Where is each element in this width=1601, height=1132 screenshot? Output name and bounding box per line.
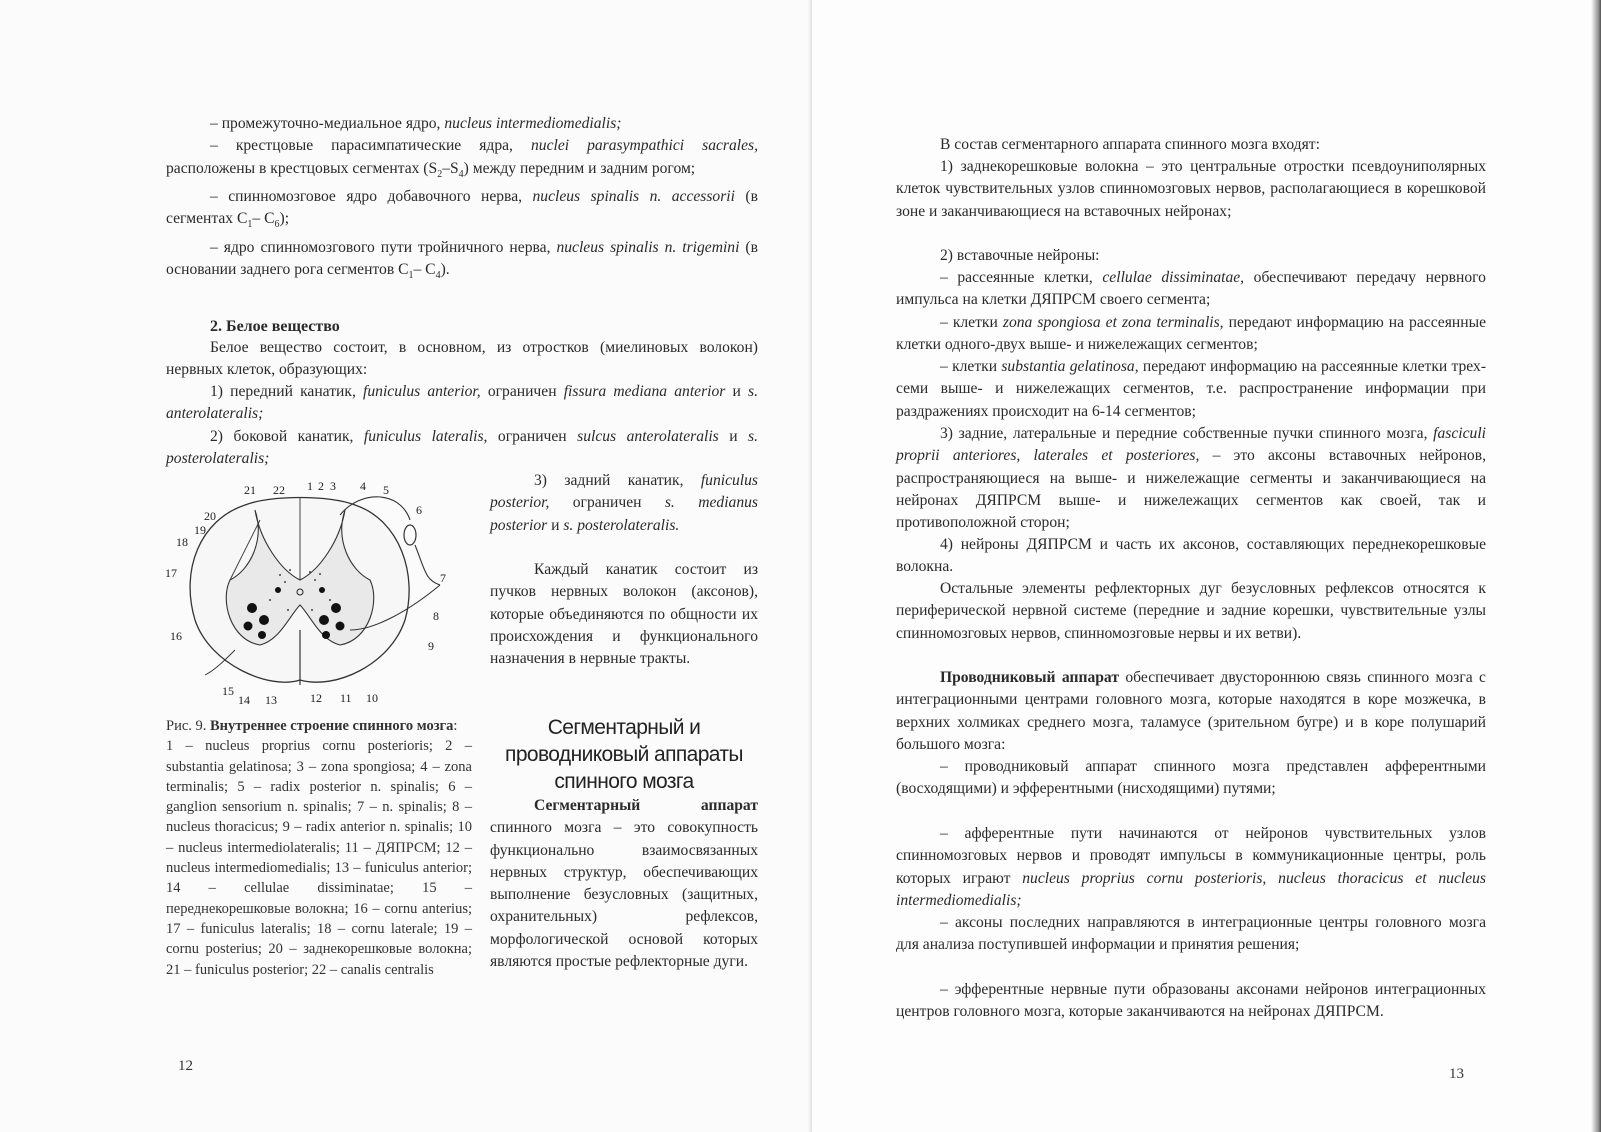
figure-label: 6 xyxy=(416,503,422,517)
bundle-paragraph: Каждый канатик состоит из пучков нервных волокон (аксонов), которые объединяются по общности их происхождения и функционального назначения в нервные тракты. xyxy=(490,561,758,668)
funiculus-lateralis-item xyxy=(166,426,758,471)
latin-term: nucleus spinalis n. trigemini xyxy=(556,238,740,256)
text-line: и xyxy=(718,428,749,445)
figure-label: 1 xyxy=(307,480,313,493)
figure-label: 3 xyxy=(330,480,336,493)
text-line: – C xyxy=(413,261,436,278)
text-line: спинного мозга – это совокупность функционально взаимосвязанных нервных структур, обеспечивающих выполнение безусловных (защитных, охранительных) рефлексов, морфологической основой которых являются простые рефлекторные дуги. xyxy=(490,819,758,971)
text-line: ограничен xyxy=(487,428,578,445)
spinal-nerve xyxy=(415,545,440,585)
latin-term: nucleus spinalis n. accessorii xyxy=(532,188,735,205)
caption-colon: : xyxy=(453,718,458,734)
spinal-cord-figure xyxy=(160,480,460,710)
figure-caption xyxy=(166,716,472,980)
figure-label: 5 xyxy=(383,483,389,497)
text-line: – это аксоны вставочных нейронов, распространяющиеся на выше- и нижележащие сегменты и заканчивающиеся на нейронах ДЯПРСМ выше- и нижележащих сегментов как своей, так и противоположной сторон; xyxy=(896,447,1486,532)
bold-term: Сегментарный аппарат xyxy=(534,797,758,814)
latin-term: nucleus intermediomedialis; xyxy=(444,115,622,132)
latin-term: s. posterolateralis. xyxy=(563,516,680,534)
page-number-right: 13 xyxy=(1449,1066,1464,1082)
latin-term: funiculus lateralis, xyxy=(363,428,488,445)
right-p7 xyxy=(896,423,1486,534)
text-line: обеспечивают передачу нервного импульса на клетки ДЯПРСМ своего сегмента; xyxy=(896,269,1486,309)
figure-label: 19 xyxy=(194,523,206,537)
right-p2: 1) заднекорешковые волокна – это центральные отростки псевдоуниполярных клеток чувствительных узлов спинномозговых нервов, располагающиеся в корешковой зоне и заканчивающиеся на вставочных нейронах; xyxy=(896,158,1486,220)
text-line: 3) задний канатик, xyxy=(534,472,701,489)
bold-term: Проводниковый аппарат xyxy=(940,669,1119,686)
figure-label: 13 xyxy=(265,693,277,707)
figure-label: 16 xyxy=(170,629,182,643)
latin-term: s. anterolateralis; xyxy=(166,383,758,423)
latin-term: fasciculi proprii anteriores, laterales et posteriores, xyxy=(896,425,1486,465)
right-p4 xyxy=(896,267,1486,312)
figure-label: 10 xyxy=(366,691,378,705)
text-line: передают информацию на рассеянные клетки трех-семи выше- и нижележащих сегментов, т.е. распространение информации при раздражениях происходит на 6-14 сегментов; xyxy=(896,358,1487,420)
section-title: Сегментарный и проводниковый аппараты спинного мозга xyxy=(505,716,743,793)
figure-label: 20 xyxy=(204,509,216,523)
subscript: 4 xyxy=(435,270,441,282)
text-line: (в основании заднего рога сегментов C xyxy=(166,238,758,278)
figure-label: 21 xyxy=(244,483,256,497)
text-line: (в сегментах C xyxy=(166,188,758,228)
right-p3: 2) вставочные нейроны: xyxy=(940,247,1100,264)
figure-label: 9 xyxy=(428,639,434,653)
figure-label: 12 xyxy=(310,691,322,705)
figure-label: 7 xyxy=(440,571,446,585)
spinal-ganglion xyxy=(404,525,416,545)
text-line: ограничен xyxy=(549,494,665,512)
page-number-left: 12 xyxy=(178,1058,193,1074)
figure-label: 8 xyxy=(433,609,439,623)
latin-term: substantia gelatinosa, xyxy=(1001,358,1139,375)
text-line: – ядро спинномозгового пути тройничного нерва, xyxy=(210,238,557,256)
figure-label: 18 xyxy=(176,535,188,549)
subscript: 1 xyxy=(247,219,253,231)
right-p9: Остальные элементы рефлекторных дуг безусловных рефлексов относятся к периферической нервной системе (передние и задние корешки, чувствительные узлы спинномозговых нервов, спинномозговые нервы и их ветви). xyxy=(896,580,1486,642)
right-p1: В состав сегментарного аппарата спинного мозга входят: xyxy=(940,136,1320,153)
text-line: ); xyxy=(279,210,290,228)
right-page xyxy=(812,0,1601,1132)
subscript: 1 xyxy=(408,270,414,282)
caption-body: 1 – nucleus proprius cornu posterioris; 2 – substantia gelatinosa; 3 – zona spongiosa; 4 – zona terminalis; 5 – radix posterior n. spinalis; 6 – ganglion sensorium n. spinalis; 7 – n. spinalis; 8 – nucleus thoracicus; 9 – radix anterior n. spinalis; 10 – nucleus intermediolateralis; 11 – ДЯПРСМ; 12 – nucleus intermediomedialis; 13 – funiculus anterior; 14 – cellulae dissiminatae; 15 – переднекорешковые волокна; 16 – cornu anterius; 17 – funiculus lateralis; 18 – cornu laterale; 19 – cornu posterius; 20 – заднекорешковые волокна; 21 – funiculus posterior; 22 – canalis centralis xyxy=(166,738,472,978)
white-matter-intro: Белое вещество состоит, в основном, из отростков (миелиновых волокон) нервных клеток, образующих: xyxy=(166,339,758,379)
funiculus-posterior-item xyxy=(490,470,758,537)
figure-label: 15 xyxy=(222,684,234,698)
subscript: 4 xyxy=(458,168,464,180)
text-line: ограничен xyxy=(480,383,564,400)
funiculus-anterior-item xyxy=(166,381,758,426)
right-p14: – эфферентные нервные пути образованы аксонами нейронов интеграционных центров головного мозга, которые заканчиваются на нейронах ДЯПРСМ. xyxy=(896,981,1486,1021)
caption-title-bold: Внутреннее строение спинного мозга xyxy=(210,718,454,734)
segmental-apparatus-paragraph xyxy=(490,795,758,973)
right-p10 xyxy=(896,667,1486,756)
text-line: – рассеянные клетки, xyxy=(940,269,1103,286)
text-line: – клетки xyxy=(940,314,1003,331)
figure-label: 14 xyxy=(238,693,250,707)
latin-term: cellulae dissiminatae, xyxy=(1102,269,1245,286)
text-line: 2) боковой канатик, xyxy=(210,428,364,445)
right-p6 xyxy=(896,356,1486,423)
latin-term: nucleus proprius cornu posterioris, nucleus thoracicus et nucleus intermediomedialis; xyxy=(896,869,1486,909)
latin-term: sulcus anterolateralis xyxy=(577,428,719,445)
text-line: и xyxy=(725,383,749,400)
text-line: – промежуточно-медиальное ядро, xyxy=(210,115,445,132)
figure-label: 11 xyxy=(340,691,352,705)
text-line: –S xyxy=(442,159,459,177)
right-p5 xyxy=(896,312,1486,357)
text-line: – спинномозговое ядро добавочного нерва, xyxy=(210,188,533,205)
latin-term: funiculus anterior, xyxy=(363,383,481,400)
text-line: – крестцовые парасимпатические ядра, xyxy=(210,137,531,155)
subscript: 2 xyxy=(437,168,443,180)
figure-label: 2 xyxy=(318,480,324,493)
latin-term: funiculus posterior, xyxy=(490,472,758,512)
caption-title: Рис. 9. xyxy=(166,718,211,734)
figure-label: 17 xyxy=(165,566,177,580)
right-p8: 4) нейроны ДЯПРСМ и часть их аксонов, составляющих переднекорешковые волокна. xyxy=(896,536,1486,576)
text-line: – афферентные пути начинаются от нейронов чувствительных узлов спинномозговых нервов и проводят импульсы в коммуникационные центры, роль которых играют xyxy=(896,825,1486,887)
text-line: ) между передним и задним рогом; xyxy=(463,159,696,177)
text-line: 1) передний канатик, xyxy=(210,383,364,400)
text-line: 3) задние, латеральные и передние собственные пучки спинного мозга, xyxy=(940,425,1434,442)
subscript: 6 xyxy=(274,219,280,231)
latin-term: fissura mediana anterior xyxy=(563,383,726,400)
right-p13: – аксоны последних направляются в интеграционные центры головного мозга для анализа поступившей информации и принятия решения; xyxy=(896,914,1486,954)
text-line: и xyxy=(547,516,564,534)
latin-term: s. medianus posterior xyxy=(490,494,758,534)
text-line: ). xyxy=(440,261,450,278)
text-line: – клетки xyxy=(940,358,1002,375)
latin-term: s. posterolateralis; xyxy=(166,428,759,468)
page-edge-shadow xyxy=(1591,0,1601,1132)
figure-label: 4 xyxy=(360,480,366,493)
text-line: – C xyxy=(252,210,275,228)
section-heading-white-matter: 2. Белое вещество xyxy=(210,318,340,335)
figure-label: 22 xyxy=(273,483,285,497)
text-line: передают информацию на рассеянные клетки одного-двух выше- и нижележащих сегментов; xyxy=(896,314,1486,354)
nuclei-list xyxy=(166,113,758,287)
text-line: расположены в крестцовых сегментах (S xyxy=(166,159,438,177)
right-p11: – проводниковый аппарат спинного мозга представлен афферентными (восходящими) и эфферентными (нисходящими) путями; xyxy=(896,758,1486,798)
latin-term: zona spongiosa et zona terminalis, xyxy=(1002,314,1224,331)
right-p12 xyxy=(896,823,1486,912)
latin-term: nuclei parasympathici sacrales, xyxy=(530,137,758,155)
text-line: обеспечивает двустороннюю связь спинного мозга с интеграционными центрами головного мозга, которые находятся в коре мозжечка, в верхних холмиках среднего мозга, таламусе (зрительном бугре) и в коре полушарий большого мозга: xyxy=(896,669,1486,753)
